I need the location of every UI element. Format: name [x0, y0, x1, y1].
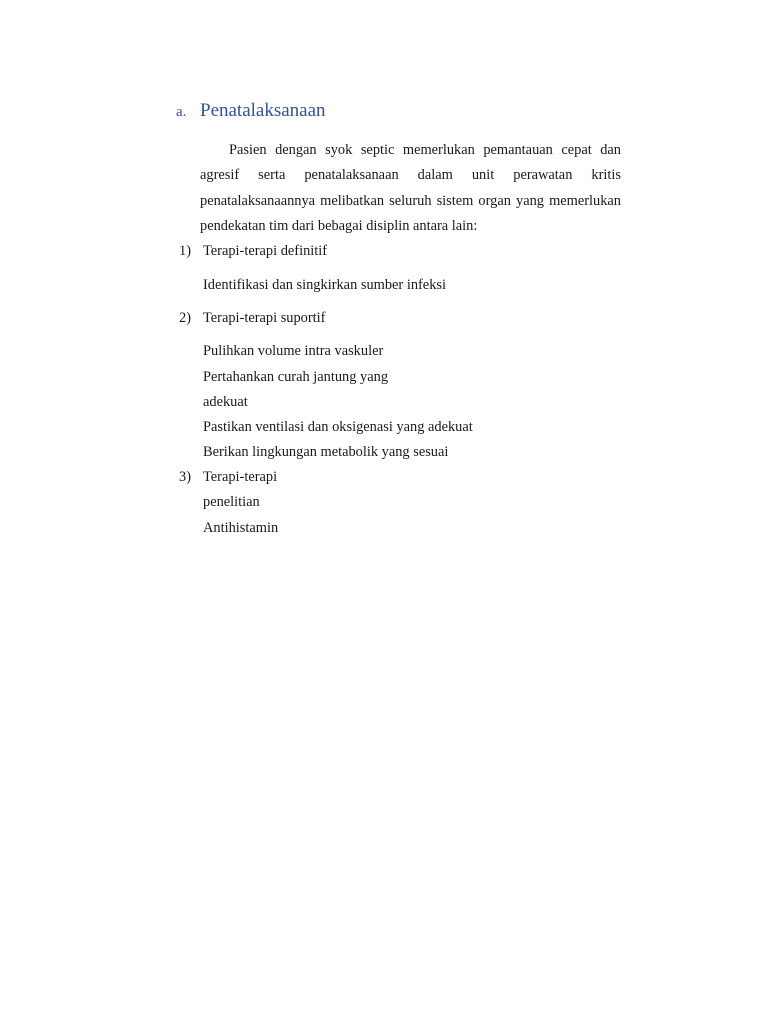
list-item-detail: Berikan lingkungan metabolik yang sesuai: [203, 444, 449, 460]
section-title: Penatalaksanaan: [200, 100, 326, 121]
section-marker: a.: [176, 104, 187, 120]
list-item-detail: Pastikan ventilasi dan oksigenasi yang adekuat: [203, 419, 473, 435]
intro-paragraph: Pasien dengan syok septic memerlukan pemantauan cepat dan agresif serta penatalaksanaan dalam unit perawatan kritis penatalaksanaannya melibatkan seluruh sistem organ yang memerlukan pendekatan tim dari bebagai disiplin antara lain:: [200, 142, 621, 234]
list-item-title: Terapi-terapi: [203, 469, 278, 485]
section-heading: [176, 100, 326, 122]
list-number: 3): [179, 469, 191, 485]
list-item-detail: adekuat: [203, 394, 248, 410]
list-number: 1): [179, 243, 191, 259]
list-number: 2): [179, 310, 191, 326]
list-item-detail: Pulihkan volume intra vaskuler: [203, 343, 384, 359]
list-item-title: Terapi-terapi definitif: [203, 243, 328, 259]
list-item-detail: Antihistamin: [203, 520, 279, 536]
list-item-detail: Pertahankan curah jantung yang: [203, 369, 389, 385]
list-item-detail: penelitian: [203, 494, 260, 510]
list-item-title: Terapi-terapi suportif: [203, 310, 326, 326]
list-item-detail: Identifikasi dan singkirkan sumber infeksi: [203, 277, 446, 293]
